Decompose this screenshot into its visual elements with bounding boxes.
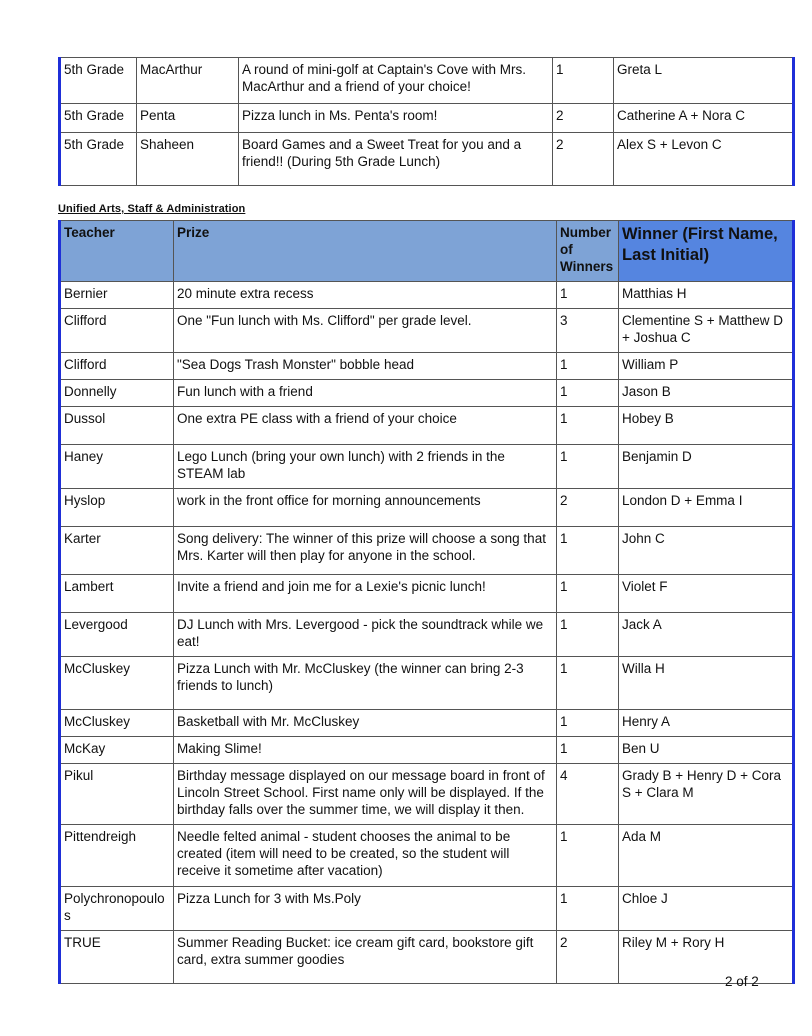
teacher-cell: Shaheen xyxy=(137,133,239,186)
winner-count-cell: 1 xyxy=(557,613,619,657)
winner-cell: Matthias H xyxy=(619,282,794,309)
prize-cell: Needle felted animal - student chooses the animal to be created (item will need to be created, so the student will receive it sometime after vacation) xyxy=(174,825,557,887)
table-row xyxy=(60,825,794,887)
teacher-cell: Pikul xyxy=(60,764,174,825)
teacher-cell: Bernier xyxy=(60,282,174,309)
teacher-cell: Clifford xyxy=(60,309,174,353)
table-row xyxy=(60,527,794,575)
winner-count-cell: 1 xyxy=(557,527,619,575)
winner-count-cell: 2 xyxy=(553,104,614,133)
prize-cell: DJ Lunch with Mrs. Levergood - pick the soundtrack while we eat! xyxy=(174,613,557,657)
winner-count-cell: 2 xyxy=(557,489,619,527)
winner-count-cell: 1 xyxy=(553,58,614,104)
teacher-cell: Dussol xyxy=(60,407,174,445)
page-number: 2 of 2 xyxy=(725,974,759,989)
winner-count-column-header: Number of Winners xyxy=(557,221,619,282)
winner-count-cell: 1 xyxy=(557,445,619,489)
grade-cell: 5th Grade xyxy=(60,58,137,104)
winner-count-cell: 1 xyxy=(557,657,619,710)
table-row xyxy=(60,710,794,737)
prize-cell: work in the front office for morning announcements xyxy=(174,489,557,527)
table-row xyxy=(60,575,794,613)
winner-count-cell: 1 xyxy=(557,825,619,887)
grade-cell: 5th Grade xyxy=(60,133,137,186)
winner-cell: Greta L xyxy=(614,58,794,104)
table-row xyxy=(60,887,794,931)
table-row xyxy=(60,737,794,764)
table-row xyxy=(60,657,794,710)
teacher-cell: Donnelly xyxy=(60,380,174,407)
prize-cell: Lego Lunch (bring your own lunch) with 2 friends in the STEAM lab xyxy=(174,445,557,489)
table-row xyxy=(60,104,794,133)
table-row xyxy=(60,133,794,186)
winner-count-cell: 2 xyxy=(557,931,619,984)
teacher-cell: Levergood xyxy=(60,613,174,657)
grade-prize-table xyxy=(58,57,795,186)
winner-count-cell: 1 xyxy=(557,353,619,380)
winner-count-cell: 4 xyxy=(557,764,619,825)
winner-count-cell: 1 xyxy=(557,737,619,764)
winner-count-cell: 1 xyxy=(557,887,619,931)
prize-cell: One extra PE class with a friend of your choice xyxy=(174,407,557,445)
winner-cell: John C xyxy=(619,527,794,575)
winner-cell: Willa H xyxy=(619,657,794,710)
table-row xyxy=(60,380,794,407)
table-row xyxy=(60,445,794,489)
winner-column-header: Winner (First Name, Last Initial) xyxy=(619,221,794,282)
teacher-cell: Clifford xyxy=(60,353,174,380)
prize-cell: Making Slime! xyxy=(174,737,557,764)
winner-cell: London D + Emma I xyxy=(619,489,794,527)
prize-cell: Invite a friend and join me for a Lexie's picnic lunch! xyxy=(174,575,557,613)
winner-count-cell: 3 xyxy=(557,309,619,353)
staff-table-header xyxy=(60,221,794,282)
winner-cell: Violet F xyxy=(619,575,794,613)
prize-cell: "Sea Dogs Trash Monster" bobble head xyxy=(174,353,557,380)
winner-cell: Ada M xyxy=(619,825,794,887)
table-row xyxy=(60,613,794,657)
prize-cell: Pizza Lunch with Mr. McCluskey (the winner can bring 2-3 friends to lunch) xyxy=(174,657,557,710)
teacher-cell: Polychronopoulos xyxy=(60,887,174,931)
teacher-cell: McCluskey xyxy=(60,657,174,710)
grade-cell: 5th Grade xyxy=(60,104,137,133)
teacher-column-header: Teacher xyxy=(60,221,174,282)
winner-cell: William P xyxy=(619,353,794,380)
winner-cell: Clementine S + Matthew D + Joshua C xyxy=(619,309,794,353)
staff-prize-table xyxy=(58,220,795,984)
table-row xyxy=(60,282,794,309)
winner-count-cell: 1 xyxy=(557,710,619,737)
winner-cell: Jack A xyxy=(619,613,794,657)
teacher-cell: McKay xyxy=(60,737,174,764)
table-row xyxy=(60,764,794,825)
winner-count-cell: 1 xyxy=(557,407,619,445)
winner-cell: Ben U xyxy=(619,737,794,764)
teacher-cell: McCluskey xyxy=(60,710,174,737)
teacher-cell: Hyslop xyxy=(60,489,174,527)
prize-cell: Board Games and a Sweet Treat for you and a friend!! (During 5th Grade Lunch) xyxy=(239,133,553,186)
prize-cell: Pizza Lunch for 3 with Ms.Poly xyxy=(174,887,557,931)
section-title: Unified Arts, Staff & Administration xyxy=(58,203,246,215)
prize-cell: Birthday message displayed on our message board in front of Lincoln Street School. First name only will be displayed. If the birthday falls over the summer time, we will display it then. xyxy=(174,764,557,825)
winner-count-cell: 1 xyxy=(557,380,619,407)
winner-cell: Grady B + Henry D + Cora S + Clara M xyxy=(619,764,794,825)
winner-cell: Alex S + Levon C xyxy=(614,133,794,186)
staff-table-body xyxy=(60,282,794,984)
winner-count-cell: 1 xyxy=(557,282,619,309)
teacher-cell: Penta xyxy=(137,104,239,133)
table-row xyxy=(60,407,794,445)
table-row xyxy=(60,489,794,527)
table-row xyxy=(60,353,794,380)
winner-count-cell: 2 xyxy=(553,133,614,186)
teacher-cell: MacArthur xyxy=(137,58,239,104)
table-row xyxy=(60,58,794,104)
grade-table-body xyxy=(60,58,794,186)
teacher-cell: Pittendreigh xyxy=(60,825,174,887)
teacher-cell: Haney xyxy=(60,445,174,489)
prize-column-header: Prize xyxy=(174,221,557,282)
winner-cell: Riley M + Rory H xyxy=(619,931,794,984)
table-row xyxy=(60,309,794,353)
prize-cell: Basketball with Mr. McCluskey xyxy=(174,710,557,737)
winner-cell: Jason B xyxy=(619,380,794,407)
prize-cell: Song delivery: The winner of this prize will choose a song that Mrs. Karter will then play for anyone in the school. xyxy=(174,527,557,575)
winner-cell: Hobey B xyxy=(619,407,794,445)
prize-cell: Fun lunch with a friend xyxy=(174,380,557,407)
winner-cell: Benjamin D xyxy=(619,445,794,489)
prize-cell: 20 minute extra recess xyxy=(174,282,557,309)
teacher-cell: Karter xyxy=(60,527,174,575)
winner-cell: Chloe J xyxy=(619,887,794,931)
winner-cell: Catherine A + Nora C xyxy=(614,104,794,133)
header-row xyxy=(60,221,794,282)
winner-count-cell: 1 xyxy=(557,575,619,613)
prize-cell: Summer Reading Bucket: ice cream gift card, bookstore gift card, extra summer goodies xyxy=(174,931,557,984)
table-row xyxy=(60,931,794,984)
prize-cell: One "Fun lunch with Ms. Clifford" per grade level. xyxy=(174,309,557,353)
prize-cell: Pizza lunch in Ms. Penta's room! xyxy=(239,104,553,133)
teacher-cell: Lambert xyxy=(60,575,174,613)
prize-cell: A round of mini-golf at Captain's Cove with Mrs. MacArthur and a friend of your choice! xyxy=(239,58,553,104)
teacher-cell: TRUE xyxy=(60,931,174,984)
winner-cell: Henry A xyxy=(619,710,794,737)
